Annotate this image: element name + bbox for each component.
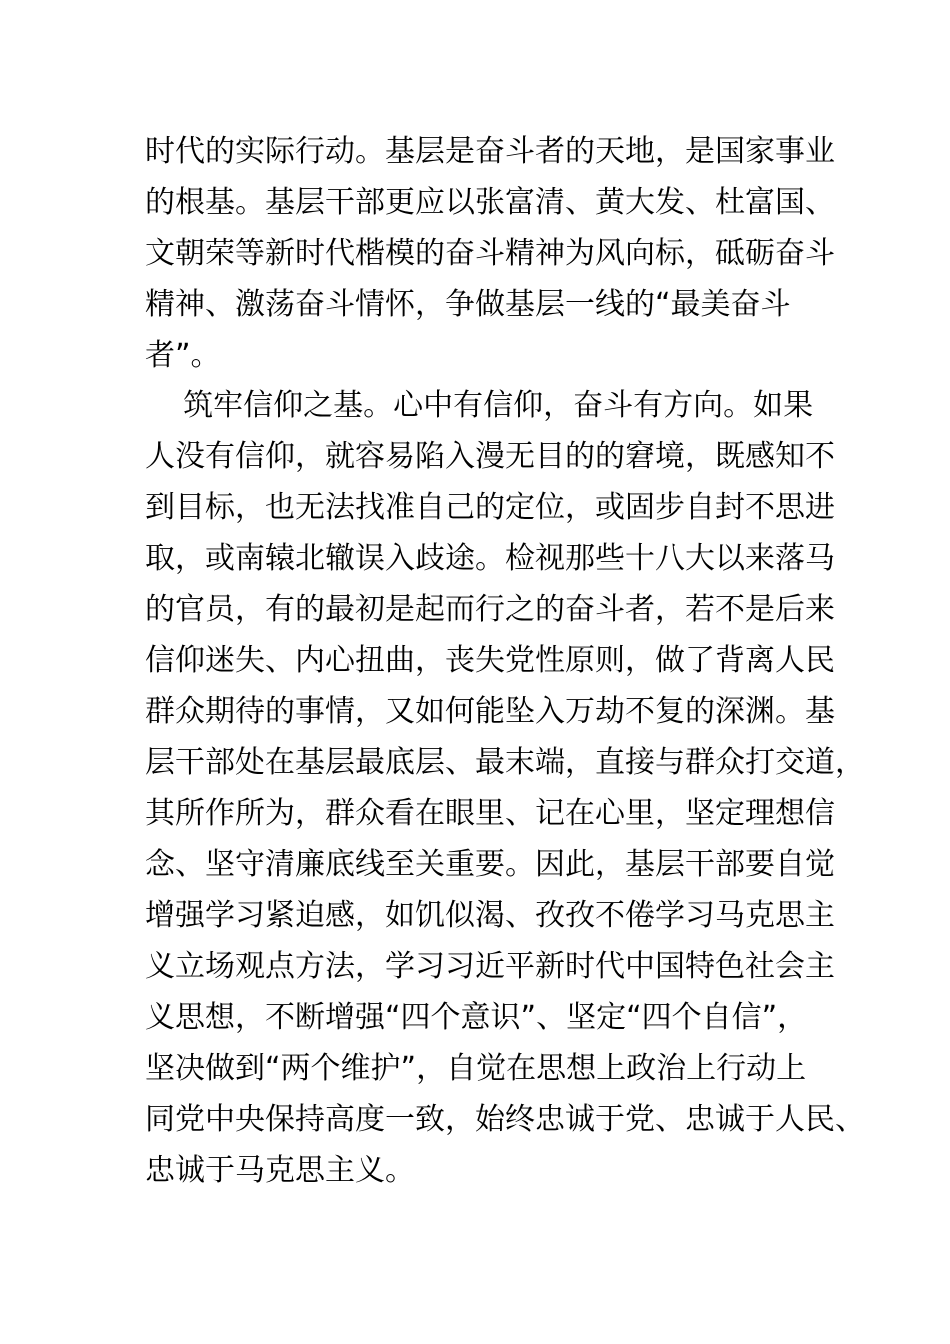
paragraph-line: 人没有信仰，就容易陷入漫无目的的窘境，既感知不 [145, 439, 835, 474]
paragraph-line: 坚决做到“两个维护”，自觉在思想上政治上行动上 [145, 1051, 807, 1086]
paragraph-line: 精神、激荡奋斗情怀，争做基层一线的“最美奋斗 [145, 287, 791, 322]
paragraph-line: 的官员，有的最初是起而行之的奋斗者，若不是后来 [145, 592, 835, 627]
paragraph-line: 其所作所为，群众看在眼里、记在心里，坚定理想信 [145, 796, 835, 831]
paragraph-line: 义立场观点方法，学习习近平新时代中国特色社会主 [145, 949, 835, 984]
paragraph-line: 者”。 [145, 338, 221, 373]
paragraph-line: 群众期待的事情，又如何能坠入万劫不复的深渊。基 [145, 694, 835, 729]
paragraph-2 [145, 380, 865, 1196]
paragraph-line: 时代的实际行动。基层是奋斗者的天地，是国家事业 [145, 134, 835, 169]
paragraph-line: 的根基。基层干部更应以张富清、黄大发、杜富国、 [145, 185, 835, 220]
paragraph-line: 到目标，也无法找准自己的定位，或固步自封不思进 [145, 490, 835, 525]
paragraph-line: 增强学习紧迫感，如饥似渴、孜孜不倦学习马克思主 [145, 898, 835, 933]
paragraph-line: 义思想，不断增强“四个意识”、坚定“四个自信”， [145, 1000, 808, 1035]
paragraph-line: 忠诚于马克思主义。 [145, 1153, 415, 1188]
paragraph-line: 筑牢信仰之基。心中有信仰，奋斗有方向。如果 [145, 388, 814, 423]
paragraph-line: 文朝荣等新时代楷模的奋斗精神为风向标，砥砺奋斗 [145, 236, 835, 271]
paragraph-line: 信仰迷失、内心扭曲，丧失党性原则，做了背离人民 [145, 643, 835, 678]
paragraph-1 [145, 126, 835, 381]
paragraph-line: 取，或南辕北辙误入歧途。检视那些十八大以来落马 [145, 541, 835, 576]
paragraph-line: 念、坚守清廉底线至关重要。因此，基层干部要自觉 [145, 847, 835, 882]
paragraph-line: 层干部处在基层最底层、最末端，直接与群众打交道， [145, 745, 865, 780]
paragraph-line: 同党中央保持高度一致，始终忠诚于党、忠诚于人民、 [145, 1102, 865, 1137]
